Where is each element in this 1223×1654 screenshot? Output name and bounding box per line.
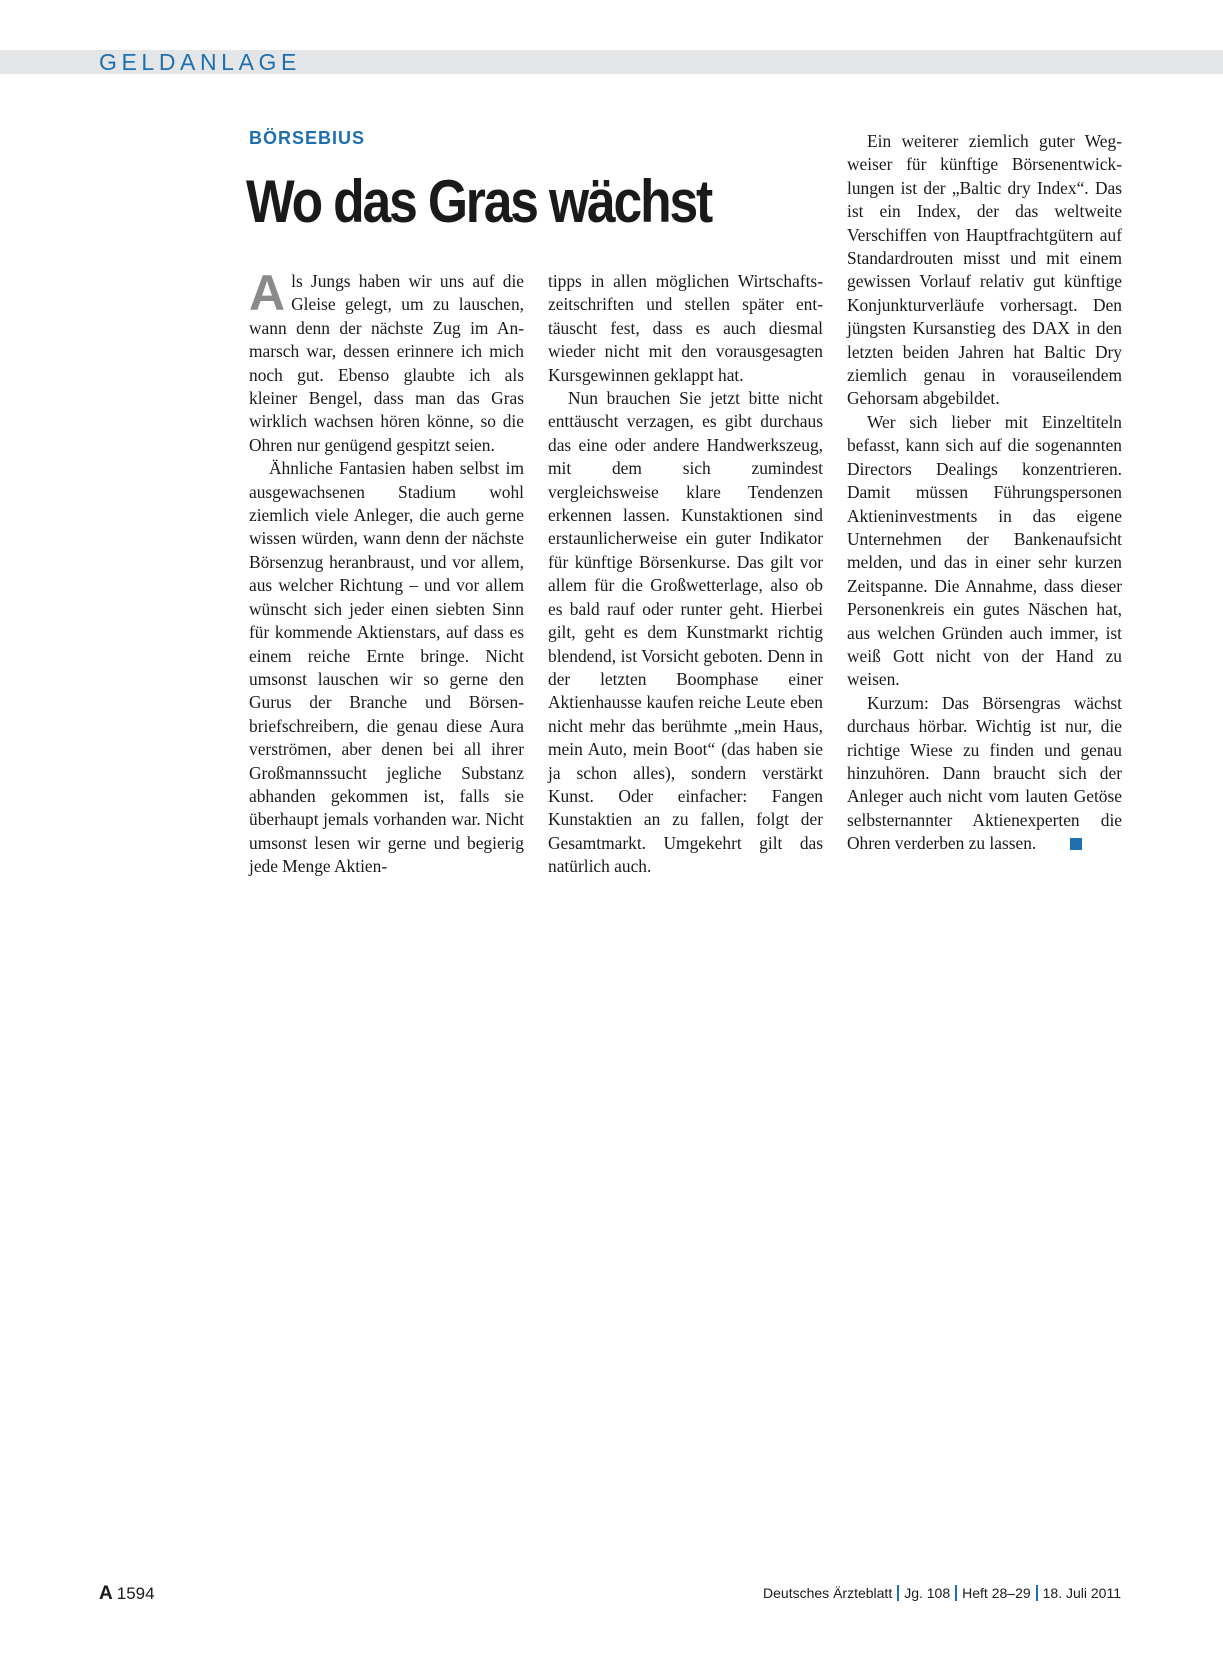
journal-issue: Heft 28–29 <box>962 1585 1031 1601</box>
article-column-3 <box>847 130 1122 856</box>
journal-date: 18. Juli 2011 <box>1042 1585 1121 1601</box>
journal-name: Deutsches Ärzteblatt <box>763 1585 893 1601</box>
paragraph-text: Kurzum: Das Börsengras wächst durchaus hörbar. Wichtig ist nur, die richtige Wiese zu finden und genau hinzuhören. Dann braucht sich der Anleger auch nicht vom lauten Getöse selbsternannter Aktienexperten die Ohren verderben zu lassen. <box>847 692 1122 854</box>
paragraph-text: ls Jungs haben wir uns auf die Gleise gelegt, um zu lauschen, wann denn der nächste Zug im Anmarsch war, dessen erinnere ich mich noch gut. Ebenso glaubte ich als kleiner Bengel, dass man das Gras wirklich wachsen hören könne, so die Ohren nur genügend gespitzt seien. <box>249 271 524 455</box>
article-paragraph: tipps in allen möglichen Wirtschaftszeitschriften und stellen später enttäuscht fest, dass es auch diesmal wieder nicht mit den vorausgesagten Kursgewinnen geklappt hat. <box>548 271 823 385</box>
footer-separator <box>897 1585 899 1601</box>
footer-separator <box>955 1585 957 1601</box>
section-label: GELDANLAGE <box>99 49 301 75</box>
article-paragraph <box>847 692 1122 856</box>
page-number: 1594 <box>116 1584 155 1603</box>
article-paragraph: Nun brauchen Sie jetzt bitte nicht enttäuscht verzagen, es gibt durchaus das eine oder andere Handwerkszeug, mit dem sich zumindest vergleichsweise klare Tendenzen erkennen lassen. Kunstaktionen sind erstaunlicherweise ein guter Indikator für künftige Börsenkurse. Das gilt vor allem für die Großwetterlage, also ob es bald rauf oder runter geht. Hierbei gilt, geht es dem Kunstmarkt richtig blendend, ist Vorsicht geboten. Denn in der letzten Boomphase einer Aktienhausse kaufen reiche Leute eben nicht mehr das berühmte „mein Haus, mein Auto, mein Boot“ (das haben sie ja schon alles), sondern verstärkt Kunst. Oder einfacher: Fangen Kunstaktien an zu fallen, folgt der Gesamtmarkt. Umgekehrt gilt das natürlich auch. <box>548 388 823 877</box>
article-paragraph: Ein weiterer ziemlich guter Wegweiser für künftige Börsenentwicklungen ist der „Baltic dry Index“. Das ist ein Index, der das weltweite Verschiffen von Hauptfrachtgütern auf Standardrouten misst und mit einem gewissen Vorlauf relativ gut künftige Konjunkturverläufe vorhersagt. Den jüngsten Kursanstieg des DAX in den letzten beiden Jahren hat Baltic Dry ziemlich genau in vorauseilendem Gehorsam abgebildet. <box>847 131 1122 409</box>
column-kicker: BÖRSEBIUS <box>249 128 366 148</box>
article-column-1 <box>249 265 524 879</box>
journal-footer <box>763 1585 1121 1601</box>
article-column-2 <box>548 270 823 879</box>
page-folio <box>99 1583 155 1605</box>
article-headline: Wo das Gras wächst <box>246 168 712 235</box>
end-of-article-square-icon <box>1070 838 1082 850</box>
journal-volume: Jg. 108 <box>904 1585 951 1601</box>
article-paragraph: Wer sich lieber mit Einzeltiteln befasst, kann sich auf die sogenannten Directors Dealings konzentrieren. Damit müssen Führungspersonen Aktieninvestments in das eigene Unternehmen der Bankenaufsicht melden, und das in einer sehr kurzen Zeitspanne. Die Annahme, dass dieser Personenkreis ein gutes Näschen hat, aus welchen Gründen auch immer, ist weiß Gott nicht von der Hand zu weisen. <box>847 411 1122 690</box>
article-paragraph <box>249 265 524 457</box>
drop-cap: A <box>249 265 286 321</box>
folio-letter: A <box>99 1583 113 1604</box>
footer-separator <box>1036 1585 1038 1601</box>
article-paragraph: Ähnliche Fantasien haben selbst im ausgewachsenen Stadium wohl ziemlich viele Anleger, die auch gerne wissen würden, wann denn der nächste Börsenzug heranbraust, und vor allem, aus welcher Richtung – und vor allem wünscht sich jeder einen siebten Sinn für kommende Aktienstars, auf dass es einem reiche Ernte bringe. Nicht umsonst lauschen wir so gerne den Gurus der Branche und Börsenbriefschreibern, die genau diese Aura verströmen, aber denen bei all ihrer Großmannssucht jegliche Substanz abhanden gekommen ist, falls sie überhaupt jemals vorhanden war. Nicht umsonst lesen wir gerne und begierig jede Menge Aktien- <box>249 458 524 877</box>
